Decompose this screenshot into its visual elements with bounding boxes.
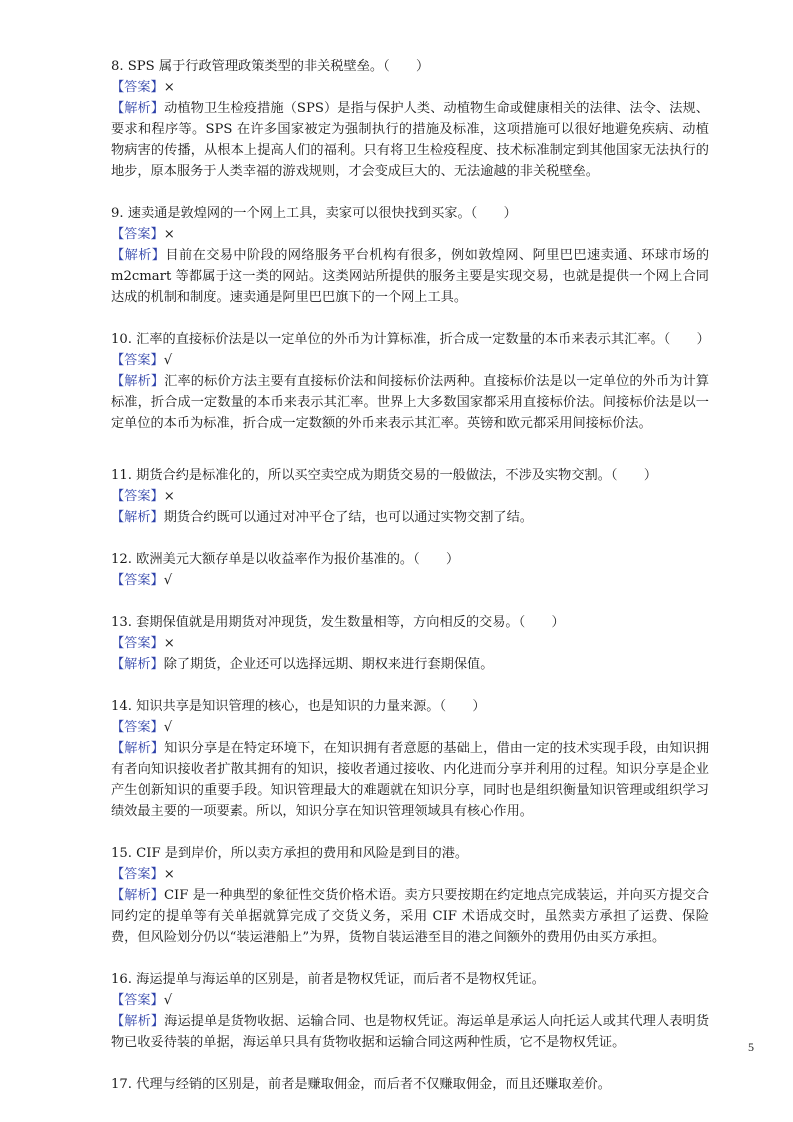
explanation — [87, 885, 709, 948]
answer-value: √ — [163, 993, 173, 1008]
question-title: 16. 海运提单与海运单的区别是，前者是物权凭证，而后者不是物权凭证。 — [111, 972, 545, 987]
question-title: 12. 欧洲美元大额存单是以收益率作为报价基准的。（ ） — [111, 552, 460, 567]
answer-line — [87, 864, 709, 885]
explanation — [87, 507, 709, 528]
explanation-text: 汇率的标价方法主要有直接标价法和间接标价法两种。直接标价法是以一定单位的外币为计算标准，折合成一定数量的本币来表示其汇率。世界上大多数国家都采用直接标价法。间接标价法是以一定单位的本币为标准，折合成一定数额的外币来表示其汇率。英镑和欧元都采用间接标价法。 — [111, 374, 710, 431]
answer-line — [87, 350, 709, 371]
explanation-label: 【解析】 — [111, 657, 164, 672]
explanation-label: 【解析】 — [111, 741, 165, 756]
answer-line — [87, 717, 709, 738]
question-8 — [87, 56, 709, 182]
explanation — [87, 245, 709, 308]
answer-value: × — [163, 636, 175, 651]
question-title: 15. CIF 是到岸价，所以卖方承担的费用和风险是到目的港。 — [111, 846, 469, 861]
explanation-label: 【解析】 — [111, 248, 166, 263]
question-13 — [87, 612, 709, 675]
answer-label: 【答案】 — [111, 353, 164, 368]
answer-line — [87, 990, 709, 1011]
question-title: 10. 汇率的直接标价法是以一定单位的外币为计算标准，折合成一定数量的本币来表示其汇率。（ ） — [111, 332, 710, 347]
answer-label: 【答案】 — [111, 636, 164, 651]
explanation-label: 【解析】 — [111, 1014, 165, 1029]
question-9 — [87, 203, 709, 308]
page-number: 5 — [748, 1040, 754, 1054]
explanation-text: 海运提单是货物收据、运输合同、也是物权凭证。海运单是承运人向托运人或其代理人表明货物已收妥待装的单据，海运单只具有货物收据和运输合同这两种性质，它不是物权凭证。 — [111, 1014, 710, 1050]
question-17 — [87, 1074, 709, 1095]
explanation — [87, 371, 709, 434]
answer-label: 【答案】 — [111, 489, 164, 504]
answer-value: √ — [163, 720, 173, 735]
question-16 — [87, 969, 709, 1053]
document-page — [87, 56, 709, 1116]
answer-line — [87, 633, 709, 654]
answer-label: 【答案】 — [111, 227, 164, 242]
question-15 — [87, 843, 709, 948]
answer-value: × — [163, 489, 175, 504]
explanation — [87, 654, 709, 675]
question-title: 8. SPS 属于行政管理政策类型的非关税壁垒。（ ） — [111, 59, 430, 74]
question-title: 13. 套期保值就是用期货对冲现货，发生数量相等，方向相反的交易。（ ） — [111, 615, 565, 630]
question-title: 9. 速卖通是敦煌网的一个网上工具，卖家可以很快找到买家。（ ） — [111, 206, 517, 221]
question-14 — [87, 696, 709, 822]
explanation-label: 【解析】 — [111, 510, 164, 525]
answer-line — [87, 570, 709, 591]
answer-label: 【答案】 — [111, 867, 164, 882]
answer-line — [87, 224, 709, 245]
explanation-text: 目前在交易中阶段的网络服务平台机构有很多，例如敦煌网、阿里巴巴速卖通、环球市场的 m2cmart 等都属于这一类的网站。这类网站所提供的服务主要是实现交易，也就是提供一个网上合同达成的机制和制度。速卖通是阿里巴巴旗下的一个网上工具。 — [111, 248, 710, 305]
explanation — [87, 98, 709, 182]
answer-value: × — [163, 80, 175, 95]
explanation-text: 知识分享是在特定环境下，在知识拥有者意愿的基础上，借由一定的技术实现手段，由知识拥有者向知识接收者扩散其拥有的知识，接收者通过接收、内化进而分享并利用的过程。知识分享是企业产生创新知识的重要手段。知识管理最大的难题就在知识分享，同时也是组织衡量知识管理或组织学习绩效最主要的一项要素。所以，知识分享在知识管理领域具有核心作用。 — [111, 741, 710, 819]
question-title: 17. 代理与经销的区别是，前者是赚取佣金，而后者不仅赚取佣金，而且还赚取差价。 — [111, 1077, 611, 1092]
answer-value: √ — [163, 353, 173, 368]
question-title: 11. 期货合约是标准化的，所以买空卖空成为期货交易的一般做法，不涉及实物交割。（ ） — [111, 468, 658, 483]
answer-label: 【答案】 — [111, 720, 164, 735]
question-title: 14. 知识共享是知识管理的核心，也是知识的力量来源。（ ） — [111, 699, 486, 714]
question-11 — [87, 465, 709, 528]
answer-line — [87, 486, 709, 507]
answer-value: √ — [163, 573, 173, 588]
explanation-label: 【解析】 — [111, 374, 165, 389]
question-10 — [87, 329, 709, 434]
answer-value: × — [163, 867, 175, 882]
answer-label: 【答案】 — [111, 80, 164, 95]
explanation-text: 动植物卫生检疫措施（SPS）是指与保护人类、动植物生命或健康相关的法律、法令、法规、要求和程序等。SPS 在许多国家被定为强制执行的措施及标准，这项措施可以很好地避免疾病、动植物病害的传播，从根本上提高人们的福利。只有将卫生检疫程度、技术标准制定到其他国家无法执行的地步，原本服务于人类幸福的游戏规则，才会变成巨大的、无法逾越的非关税壁垒。 — [111, 101, 709, 179]
answer-label: 【答案】 — [111, 993, 164, 1008]
answer-value: × — [163, 227, 175, 242]
explanation-text: 除了期货，企业还可以选择远期、期权来进行套期保值。 — [163, 657, 494, 672]
answer-label: 【答案】 — [111, 573, 164, 588]
question-12 — [87, 549, 709, 591]
explanation-label: 【解析】 — [111, 101, 165, 116]
explanation-text: CIF 是一种典型的象征性交货价格术语。卖方只要按期在约定地点完成装运，并向买方提交合同约定的提单等有关单据就算完成了交货义务，采用 CIF 术语成交时，虽然卖方承担了运费、保险费，但风险划分仍以“装运港船上”为界，货物自装运港至目的港之间额外的费用仍由买方承担。 — [111, 888, 710, 945]
explanation — [87, 738, 709, 822]
answer-line — [87, 77, 709, 98]
explanation — [87, 1011, 709, 1053]
explanation-text: 期货合约既可以通过对冲平仓了结，也可以通过实物交割了结。 — [163, 510, 533, 525]
explanation-label: 【解析】 — [111, 888, 164, 903]
